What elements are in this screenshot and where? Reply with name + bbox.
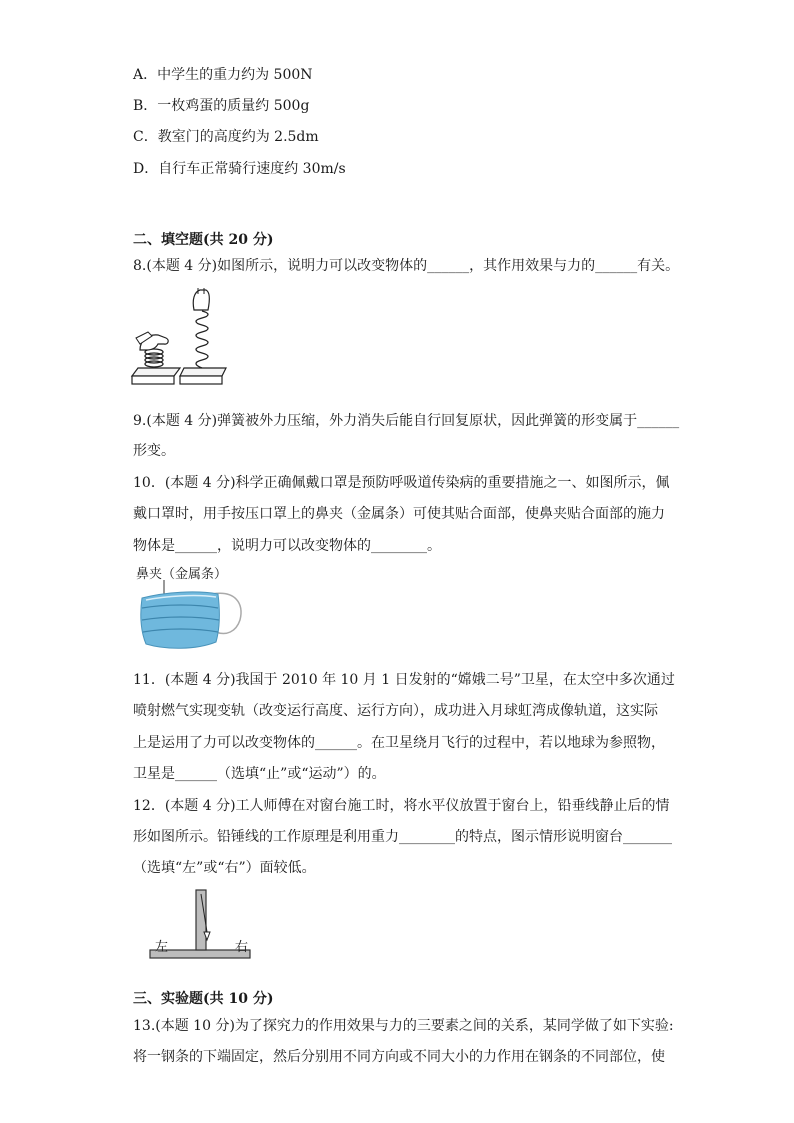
right-label: 右 (235, 940, 249, 955)
question-12-line-3: （选填“左”或“右”）面较低。 (133, 860, 316, 876)
question-13-line-1: 13.(本题 10 分)为了探究力的作用效果与力的三要素之间的关系，某同学做了如下实验: (133, 1018, 674, 1034)
section-title-fill-blank: 二、填空题(共 20 分) (133, 232, 274, 248)
section-title-experiment: 三、实验题(共 10 分) (133, 991, 274, 1007)
question-11-line-1: 11．(本题 4 分)我国于 2010 年 10 月 1 日发射的“嫦娥二号”卫星，在太空中多次通过 (133, 672, 675, 688)
question-8: 8.(本题 4 分)如图所示，说明力可以改变物体的______，其作用效果与力的______有关。 (133, 258, 680, 274)
option-b: B．一枚鸡蛋的质量约 500g (133, 98, 310, 114)
left-label: 左 (155, 940, 169, 955)
question-11-line-2: 喷射燃气实现变轨（改变运行高度、运行方向），成功进入月球虹湾成像轨道，这实际 (133, 703, 658, 719)
question-11-line-4: 卫星是______（选填“止”或“运动”）的。 (133, 766, 386, 782)
question-10-line-2: 戴口罩时，用手按压口罩上的鼻夹（金属条）可使其贴合面部，使鼻夹贴合面部的施力 (133, 506, 665, 522)
mask-figure (136, 580, 246, 654)
question-10-line-3: 物体是______，说明力可以改变物体的________。 (133, 538, 441, 554)
question-9-line-2: 形变。 (133, 443, 175, 459)
question-11-line-3: 上是运用了力可以改变物体的______。在卫星绕月飞行的过程中，若以地球为参照物， (133, 735, 665, 751)
option-d: D．自行车正常骑行速度约 30m/s (133, 161, 346, 177)
nose-clip-label: 鼻夹（金属条） (136, 567, 228, 582)
question-12-line-2: 形如图所示。铅锤线的工作原理是利用重力________的特点，图示情形说明窗台_______ (133, 829, 672, 845)
question-12-line-1: 12．(本题 4 分)工人师傅在对窗台施工时，将水平仪放置于窗台上，铅垂线静止后的情 (133, 798, 670, 814)
option-a: A．中学生的重力约为 500N (133, 67, 313, 83)
spring-figure (128, 288, 228, 396)
question-13-line-2: 将一钢条的下端固定，然后分别用不同方向或不同大小的力作用在钢条的不同部位，使 (133, 1049, 665, 1065)
question-10-line-1: 10．(本题 4 分)科学正确佩戴口罩是预防呼吸道传染病的重要措施之一、如图所示，佩 (133, 475, 670, 491)
question-9-line-1: 9.(本题 4 分)弹簧被外力压缩，外力消失后能自行回复原状，因此弹簧的形变属于______ (133, 413, 680, 429)
option-c: C．教室门的高度约为 2.5dm (133, 129, 319, 145)
